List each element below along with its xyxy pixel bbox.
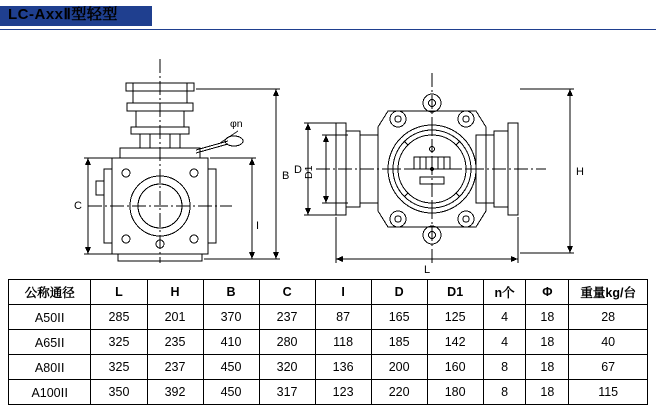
right-boss-tr <box>458 111 474 127</box>
th-7: D1 <box>427 280 483 305</box>
cell-weight: 67 <box>569 355 648 380</box>
label-B: B <box>282 170 290 182</box>
cell-weight: 115 <box>569 380 648 405</box>
cell-D1: 125 <box>427 305 483 330</box>
th-4: C <box>259 280 315 305</box>
th-3: B <box>203 280 259 305</box>
cell-D1: 142 <box>427 330 483 355</box>
left-bolt-2 <box>190 169 198 177</box>
th-6: D <box>371 280 427 305</box>
cell-D1: 160 <box>427 355 483 380</box>
cell-n: 4 <box>483 305 526 330</box>
cell-C: 317 <box>259 380 315 405</box>
cell-n: 8 <box>483 380 526 405</box>
cell-D: 200 <box>371 355 427 380</box>
left-bolt-3 <box>122 235 130 243</box>
cell-H: 392 <box>147 380 203 405</box>
cell-model: A50ⅠⅠ <box>9 305 91 330</box>
cell-H: 201 <box>147 305 203 330</box>
cell-model: A65ⅠⅠ <box>9 330 91 355</box>
spec-table-head <box>9 280 648 305</box>
table-row <box>9 355 648 380</box>
cell-n: 8 <box>483 355 526 380</box>
th-0: 公称通径 <box>9 280 91 305</box>
cell-model: A100ⅠⅠ <box>9 380 91 405</box>
page-title: LC-AxxⅡ型轻型 <box>8 6 118 23</box>
label-I: I <box>256 220 260 232</box>
cell-B: 370 <box>203 305 259 330</box>
label-C: C <box>74 200 82 212</box>
table-row <box>9 305 648 330</box>
th-8: n个 <box>483 280 526 305</box>
th-9: Φ <box>526 280 569 305</box>
cell-L: 325 <box>91 355 147 380</box>
label-H: H <box>576 166 584 178</box>
cell-D: 165 <box>371 305 427 330</box>
th-2: H <box>147 280 203 305</box>
cell-D: 185 <box>371 330 427 355</box>
cell-I: 87 <box>315 305 371 330</box>
spec-table-body <box>9 305 648 405</box>
cell-phi: 18 <box>526 305 569 330</box>
table-row <box>9 330 648 355</box>
label-D1: D1 <box>303 165 315 179</box>
label-L: L <box>424 264 431 276</box>
cell-L: 325 <box>91 330 147 355</box>
spec-table <box>8 279 648 405</box>
label-D: D <box>294 164 302 176</box>
cell-I: 136 <box>315 355 371 380</box>
cell-model: A80ⅠⅠ <box>9 355 91 380</box>
right-boss-bl <box>390 211 406 227</box>
cell-phi: 18 <box>526 330 569 355</box>
left-bolt-4 <box>190 235 198 243</box>
th-5: I <box>315 280 371 305</box>
cell-D: 220 <box>371 380 427 405</box>
right-boss-br <box>458 211 474 227</box>
cell-C: 237 <box>259 305 315 330</box>
th-1: L <box>91 280 147 305</box>
label-phi-n: φn <box>230 118 243 130</box>
cell-B: 450 <box>203 380 259 405</box>
cell-I: 123 <box>315 380 371 405</box>
table-row <box>9 380 648 405</box>
left-side-lug <box>96 181 104 195</box>
cell-H: 235 <box>147 330 203 355</box>
cell-B: 410 <box>203 330 259 355</box>
cell-L: 350 <box>91 380 147 405</box>
cell-D1: 180 <box>427 380 483 405</box>
header <box>0 0 656 30</box>
cell-n: 4 <box>483 330 526 355</box>
cell-B: 450 <box>203 355 259 380</box>
right-boss-tl <box>390 111 406 127</box>
cell-H: 237 <box>147 355 203 380</box>
left-bolt-1 <box>122 169 130 177</box>
cell-C: 280 <box>259 330 315 355</box>
cell-weight: 28 <box>569 305 648 330</box>
cell-phi: 18 <box>526 380 569 405</box>
th-10: 重量kg/台 <box>569 280 648 305</box>
cell-weight: 40 <box>569 330 648 355</box>
cell-L: 285 <box>91 305 147 330</box>
drawing-svg <box>0 31 656 276</box>
header-divider <box>0 29 656 30</box>
cell-I: 118 <box>315 330 371 355</box>
cell-C: 320 <box>259 355 315 380</box>
cell-phi: 18 <box>526 355 569 380</box>
technical-drawing <box>0 31 656 276</box>
spec-table-area <box>8 279 648 405</box>
table-header-row <box>9 280 648 305</box>
